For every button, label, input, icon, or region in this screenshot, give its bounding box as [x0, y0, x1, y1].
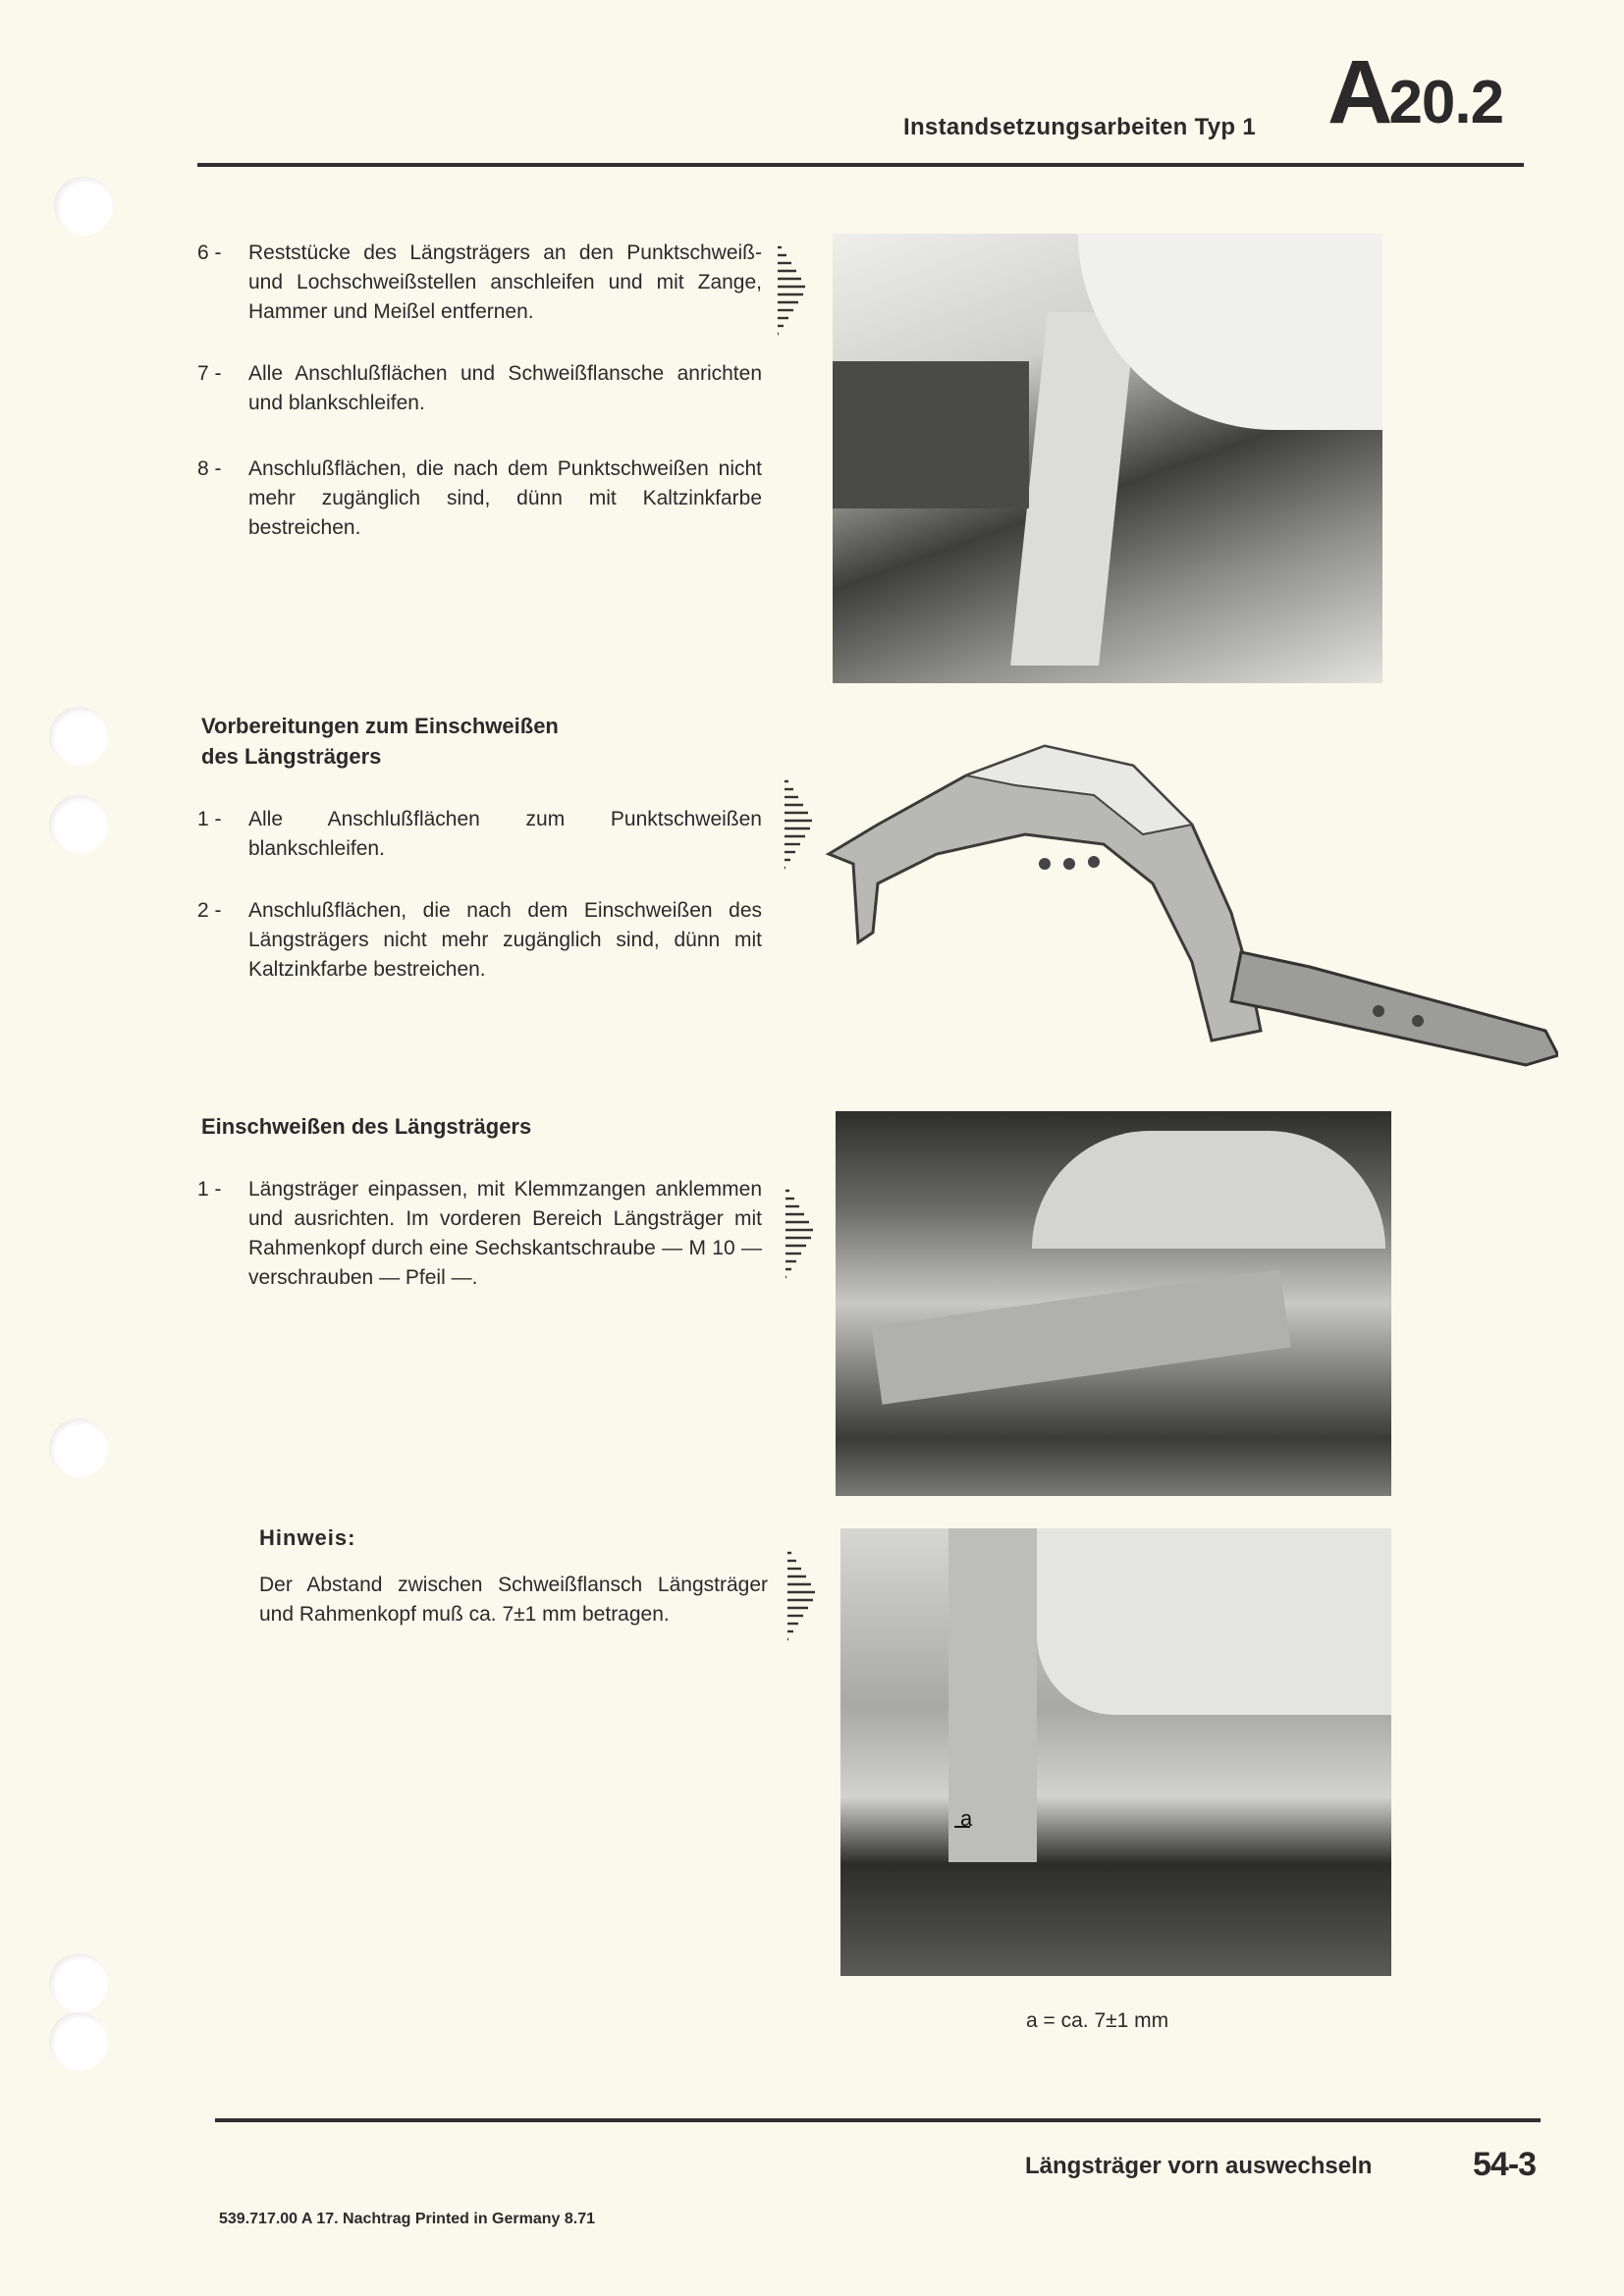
step-number: 7 -	[197, 362, 222, 385]
header-rule	[197, 163, 1524, 167]
chapter-number	[1327, 42, 1504, 142]
binder-hole	[49, 795, 108, 854]
print-info: 539.717.00 A 17. Nachtrag Printed in Germany 8.71	[219, 2211, 595, 2227]
photo-new-longitudinal-member	[819, 717, 1558, 1070]
footer-rule	[215, 2118, 1541, 2122]
step-text: Alle Anschlußflächen zum Punktschweißen blankschleifen.	[248, 808, 762, 860]
step-number: 1 -	[197, 808, 222, 830]
heading-weld: Einschweißen des Längsträgers	[201, 1114, 532, 1139]
binder-hole	[49, 1953, 108, 2012]
step-text: Anschlußflächen, die nach dem Punktschweißen nicht mehr zugänglich sind, dünn mit Kaltzinkfarbe bestreichen.	[248, 457, 762, 539]
arrow-right-icon	[784, 1185, 815, 1281]
step-text: Reststücke des Längsträgers an den Punktschweiß- und Lochschweißstellen anschleifen und mit Zange, Hammer und Meißel entfernen.	[248, 241, 762, 323]
arrow-right-icon	[785, 1547, 817, 1643]
prep-step-2	[197, 896, 762, 985]
binder-hole	[49, 1418, 108, 1477]
photo-removed-longitudinal-member	[833, 234, 1382, 683]
weld-step-1	[197, 1175, 762, 1293]
arrow-right-icon	[783, 775, 814, 872]
page-number: 54-3	[1473, 2146, 1537, 2183]
step-6	[197, 239, 762, 327]
footer-title: Längsträger vorn auswechseln	[1025, 2153, 1373, 2179]
photo-gap-measurement	[840, 1528, 1391, 1976]
note-heading: Hinweis:	[259, 1525, 356, 1550]
step-text: Längsträger einpassen, mit Klemmzangen anklemmen und ausrichten. Im vorderen Bereich Längsträger mit Rahmenkopf durch eine Sechskantschraube — M 10 — verschrauben — Pfeil —.	[248, 1178, 762, 1289]
step-8	[197, 454, 762, 543]
step-text: Alle Anschlußflächen und Schweißflansche anrichten und blankschleifen.	[248, 362, 762, 414]
binder-hole	[49, 707, 108, 766]
step-number: 1 -	[197, 1178, 222, 1201]
heading-line: Vorbereitungen zum Einschweißen	[201, 714, 559, 738]
arrow-right-icon	[776, 241, 807, 338]
section-title: Instandsetzungsarbeiten Typ 1	[903, 114, 1256, 140]
prep-step-1	[197, 805, 762, 864]
step-7	[197, 359, 762, 418]
binder-hole	[54, 177, 113, 236]
step-text: Anschlußflächen, die nach dem Einschweißen des Längsträgers nicht mehr zugänglich sind, dünn mit Kaltzinkfarbe bestreichen.	[248, 899, 762, 981]
binder-hole	[49, 2012, 108, 2071]
step-number: 2 -	[197, 899, 222, 922]
note-text: Der Abstand zwischen Schweißflansch Längsträger und Rahmenkopf muß ca. 7±1 mm betragen.	[259, 1574, 768, 1626]
heading-prep	[201, 711, 559, 772]
figure-caption: a = ca. 7±1 mm	[1026, 2009, 1169, 2032]
chapter-letter: A	[1327, 42, 1389, 142]
heading-line: des Längsträgers	[201, 744, 382, 769]
dimension-label: a	[960, 1806, 973, 1831]
chapter-digits: 20.2	[1388, 69, 1504, 136]
step-number: 6 -	[197, 241, 222, 264]
photo-member-clamped	[836, 1111, 1391, 1496]
step-number: 8 -	[197, 457, 222, 480]
